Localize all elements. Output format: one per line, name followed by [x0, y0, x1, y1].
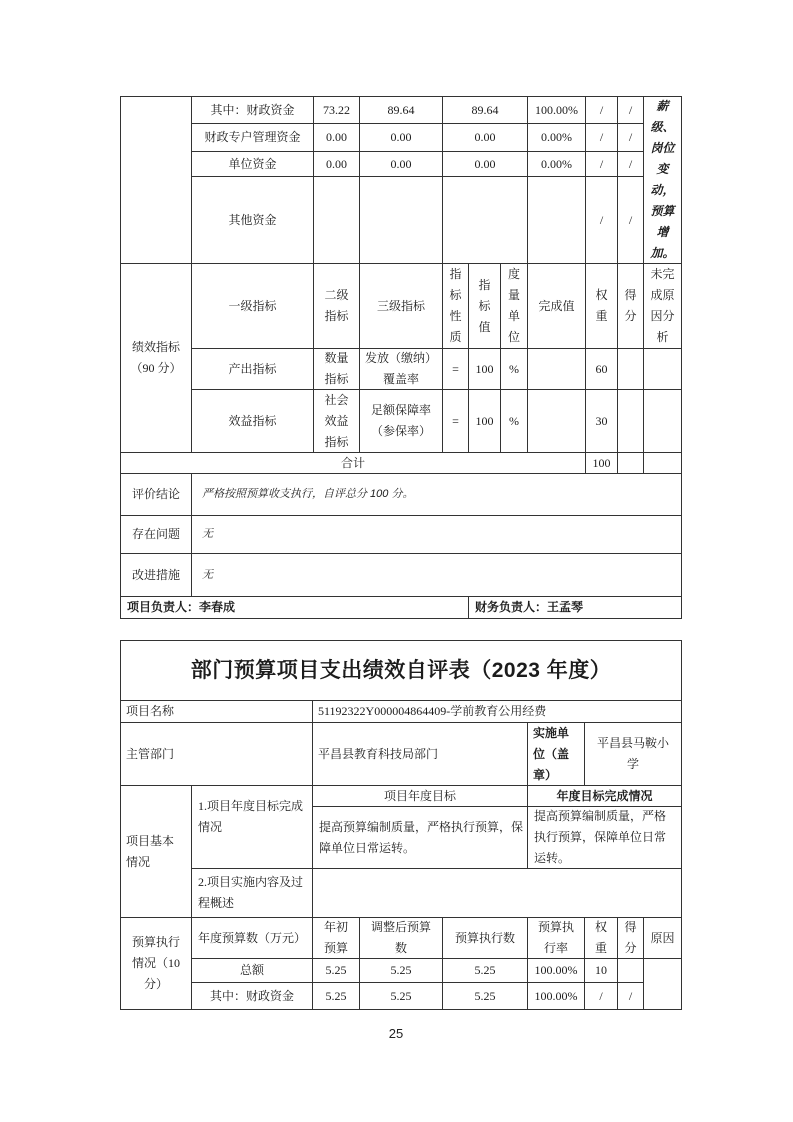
funding-initial: [313, 96, 360, 124]
indicator-value: [468, 389, 501, 453]
funding-adjusted: [359, 123, 443, 152]
funding-executed: [442, 176, 528, 264]
funding-score-value: /: [628, 102, 633, 117]
page-number: 25: [388, 1026, 404, 1041]
goal-content: 提高预算编制质量，严格执行预算，保障单位日常运转。: [319, 819, 524, 855]
header-text: 一级指标: [228, 298, 277, 313]
funding-executed-value: 89.64: [471, 102, 499, 117]
funding-executed-value: 0.00: [474, 156, 496, 171]
evaluation-content: 无: [202, 568, 213, 581]
funding-score-value: /: [628, 156, 633, 171]
funding-label: 其他资金: [228, 212, 277, 227]
value-text: 平昌县教育科技局部门: [318, 746, 439, 761]
indicator-value: [468, 348, 501, 390]
funding-rate-value: 100.00%: [535, 102, 578, 117]
budget-value: 5.25: [390, 988, 412, 1003]
total-label: [120, 452, 586, 474]
funding-executed: [442, 123, 528, 152]
evaluation-label-text: 评价结论: [131, 487, 180, 501]
indicator-level3: [359, 348, 443, 390]
budget-initial: [312, 982, 360, 1010]
department-value: [312, 722, 528, 786]
finance-lead: [468, 596, 682, 619]
funding-initial-value: 0.00: [326, 130, 347, 144]
indicator-text: 30: [595, 413, 608, 428]
funding-adjusted-value: 0.00: [390, 156, 412, 171]
budget-score: [617, 982, 644, 1010]
funding-rate: [527, 176, 586, 264]
header-text: 度量单位: [507, 267, 520, 344]
header-text: 年度目标完成情况: [556, 788, 653, 803]
indicator-text: =: [452, 361, 459, 376]
project-name-label: [120, 700, 313, 723]
budget-rate: [527, 982, 585, 1010]
budget-header-adjusted: [359, 917, 443, 959]
header-value: [468, 263, 501, 349]
funding-adjusted: [359, 151, 443, 177]
total-weight-value: 100: [592, 455, 611, 470]
project-name-value: [312, 700, 682, 723]
budget-adjusted: [359, 982, 443, 1010]
funding-executed: [442, 96, 528, 124]
budget-label: [120, 917, 192, 1010]
indicator-text: %: [509, 361, 519, 376]
budget-initial: [312, 958, 360, 983]
budget-header-executed: [442, 917, 528, 959]
form-title: [120, 640, 682, 701]
budget-value: 100.00%: [534, 963, 578, 977]
performance-points: （90 分）: [130, 361, 182, 375]
evaluation-label: [120, 553, 192, 597]
funding-initial: [313, 123, 360, 152]
row-label-text: 总额: [239, 963, 264, 977]
funding-row-label: [191, 176, 314, 264]
indicator-text: 60: [595, 361, 608, 376]
header-text: 年初预算: [323, 920, 348, 955]
funding-row-label: [191, 123, 314, 152]
budget-value: /: [628, 988, 633, 1003]
evaluation-label-text: 改进措施: [131, 567, 180, 582]
indicator-level2: [313, 348, 360, 390]
funding-executed-value: 0.00: [474, 130, 496, 144]
budget-executed: [442, 982, 528, 1010]
header-text: 得分: [624, 920, 637, 955]
form-title-text: 部门预算项目支出绩效自评表（2023 年度）: [190, 659, 612, 682]
label-text: 项目名称: [126, 704, 175, 718]
budget-value: 5.25: [325, 963, 347, 977]
indicator-unit: [500, 348, 528, 390]
value-text: 平昌县马鞍小学: [596, 736, 669, 771]
funding-rate: [527, 96, 586, 124]
content-text: [312, 868, 682, 918]
header-reason: [643, 263, 682, 349]
funding-rate-value: 0.00%: [541, 156, 572, 171]
header-text: 预算执行率: [537, 920, 574, 955]
indicator-text: 效益指标: [228, 413, 277, 428]
budget-value: /: [599, 988, 603, 1003]
indicator-level2: [313, 389, 360, 453]
indicator-level1: [191, 348, 314, 390]
funding-section-label-cell: [120, 96, 192, 264]
budget-rate: [527, 958, 585, 983]
funding-score: [617, 176, 644, 264]
total-score: [617, 452, 644, 474]
basic-info-label: [120, 785, 192, 918]
budget-header-reason: [643, 917, 682, 959]
header-text: 预算执行数: [454, 930, 515, 945]
project-lead-text: 项目负责人：李春成: [127, 600, 236, 614]
budget-reason: [643, 958, 682, 1010]
evaluation-text: [191, 473, 682, 516]
indicator-unit: [500, 389, 528, 453]
indicator-actual: [527, 389, 586, 453]
header-weight: [585, 263, 618, 349]
indicator-nature: [442, 389, 469, 453]
total-label-text: 合计: [340, 455, 365, 470]
header-text: 调整后预算数: [370, 920, 431, 955]
funding-score-value: /: [628, 212, 633, 227]
funding-initial-value: 0.00: [326, 156, 347, 171]
indicator-text: 足额保障率（参保率）: [370, 403, 431, 438]
evaluation-content: 无: [202, 528, 213, 540]
header-level1: [191, 263, 314, 349]
header-text: 完成值: [538, 298, 575, 313]
indicator-reason: [643, 348, 682, 390]
indicator-text: 数量指标: [324, 351, 349, 386]
evaluation-label: [120, 473, 192, 516]
evaluation-text: [191, 515, 682, 554]
indicator-level3: [359, 389, 443, 453]
indicator-weight: [585, 389, 618, 453]
evaluation-content: 严格按照预算收支执行，自评总分 100 分。: [202, 488, 414, 500]
budget-value: 5.25: [474, 963, 496, 977]
header-text: 指标值: [478, 277, 491, 334]
header-text: 年度预算数（万元）: [197, 930, 306, 945]
performance-section-label: [120, 263, 192, 453]
budget-executed: [442, 958, 528, 983]
header-text: 权重: [595, 288, 608, 323]
indicator-level1: [191, 389, 314, 453]
funding-score: [617, 151, 644, 177]
funding-row-label: [191, 96, 314, 124]
funding-weight: [585, 96, 618, 124]
funding-initial-value: 73.22: [323, 102, 350, 117]
goal-text: [312, 806, 528, 869]
header-text: 三级指标: [376, 298, 425, 313]
budget-adjusted: [359, 958, 443, 983]
evaluation-label-text: 存在问题: [131, 527, 180, 541]
funding-adjusted-value: 89.64: [387, 102, 415, 117]
header-text: 原因: [650, 930, 675, 945]
header-text: 权重: [594, 920, 607, 955]
budget-header-score: [617, 917, 644, 959]
evaluation-label: [120, 515, 192, 554]
header-text: 得分: [624, 288, 637, 323]
indicator-text: %: [509, 413, 519, 428]
completion-content: 提高预算编制质量，严格执行预算，保障单位日常运转。: [534, 809, 667, 865]
performance-label: 绩效指标: [131, 340, 180, 354]
budget-header-weight: [584, 917, 618, 959]
label-text: 实施单位（盖章）: [533, 725, 570, 782]
project-lead: [120, 596, 469, 619]
funding-adjusted: [359, 176, 443, 264]
funding-row-label: [191, 151, 314, 177]
row-label-text: 其中：财政资金: [209, 988, 294, 1003]
funding-weight-value: /: [599, 156, 604, 171]
indicator-score: [617, 389, 644, 453]
header-text: 未完成原因分析: [650, 267, 675, 344]
completion-text: [527, 806, 682, 869]
indicator-text: 发放（缴纳）覆盖率: [364, 351, 437, 386]
department-label: [120, 722, 313, 786]
funding-score: [617, 123, 644, 152]
label-text: 1.项目年度目标完成情况: [198, 799, 304, 834]
funding-rate-value: 0.00%: [541, 130, 572, 144]
funding-adjusted: [359, 96, 443, 124]
indicator-reason: [643, 389, 682, 453]
value-text: 51192322Y000004864409-学前教育公用经费: [318, 704, 547, 718]
funding-weight-value: /: [599, 212, 604, 227]
label-text: 项目基本情况: [126, 833, 175, 869]
label-text: 2.项目实施内容及过程概述: [198, 875, 304, 910]
header-nature: [442, 263, 469, 349]
evaluation-text: [191, 553, 682, 597]
implementer-label: [527, 722, 585, 786]
budget-header-rate: [527, 917, 585, 959]
total-reason: [643, 452, 682, 474]
budget-value: 5.25: [325, 988, 347, 1003]
goal-header: [312, 785, 528, 807]
budget-score: [617, 958, 644, 983]
completion-header: [527, 785, 682, 807]
indicator-actual: [527, 348, 586, 390]
funding-weight: [585, 176, 618, 264]
budget-weight: [584, 958, 618, 983]
header-unit: [500, 263, 528, 349]
funding-score-value: /: [628, 130, 633, 144]
funding-weight: [585, 151, 618, 177]
budget-row-label: [191, 958, 313, 983]
funding-weight-value: /: [599, 130, 604, 144]
funding-reason: 薪级、岗位变动，预算增加。: [650, 99, 675, 260]
goal-completion-label: [191, 785, 313, 869]
funding-initial: [313, 176, 360, 264]
funding-adjusted-value: 0.00: [390, 130, 412, 144]
header-text: 项目年度目标: [383, 788, 456, 803]
indicator-text: 产出指标: [228, 361, 277, 376]
total-weight: [585, 452, 618, 474]
budget-weight: [584, 982, 618, 1010]
funding-initial: [313, 151, 360, 177]
funding-weight: [585, 123, 618, 152]
header-level2: [313, 263, 360, 349]
indicator-score: [617, 348, 644, 390]
indicator-nature: [442, 348, 469, 390]
content-label: [191, 868, 313, 918]
funding-label: 单位资金: [228, 156, 277, 171]
header-text: 二级指标: [324, 288, 349, 323]
funding-score: [617, 96, 644, 124]
funding-reason-cell: [643, 96, 682, 264]
budget-value: 5.25: [474, 988, 496, 1003]
indicator-text: 100: [475, 413, 494, 428]
indicator-text: 100: [475, 361, 494, 376]
indicator-weight: [585, 348, 618, 390]
budget-value: 100.00%: [534, 988, 578, 1003]
header-level3: [359, 263, 443, 349]
budget-header-initial: [312, 917, 360, 959]
label-text: 主管部门: [126, 746, 175, 761]
budget-header-item: [191, 917, 313, 959]
label-text: 预算执行情况（10 分）: [131, 935, 180, 991]
funding-rate: [527, 151, 586, 177]
header-text: 指标性质: [449, 267, 462, 344]
funding-executed: [442, 151, 528, 177]
budget-value: 10: [595, 963, 607, 977]
funding-label: 其中：财政资金: [210, 102, 295, 117]
funding-rate: [527, 123, 586, 152]
header-score: [617, 263, 644, 349]
finance-lead-text: 财务负责人：王孟琴: [475, 600, 584, 614]
funding-weight-value: /: [599, 102, 604, 117]
funding-label: 财政专户管理资金: [204, 130, 301, 144]
indicator-text: =: [452, 413, 459, 428]
indicator-text: 社会效益指标: [324, 392, 349, 449]
budget-row-label: [191, 982, 313, 1010]
budget-value: 5.25: [390, 963, 412, 977]
header-actual: [527, 263, 586, 349]
implementer-value: [584, 722, 682, 786]
